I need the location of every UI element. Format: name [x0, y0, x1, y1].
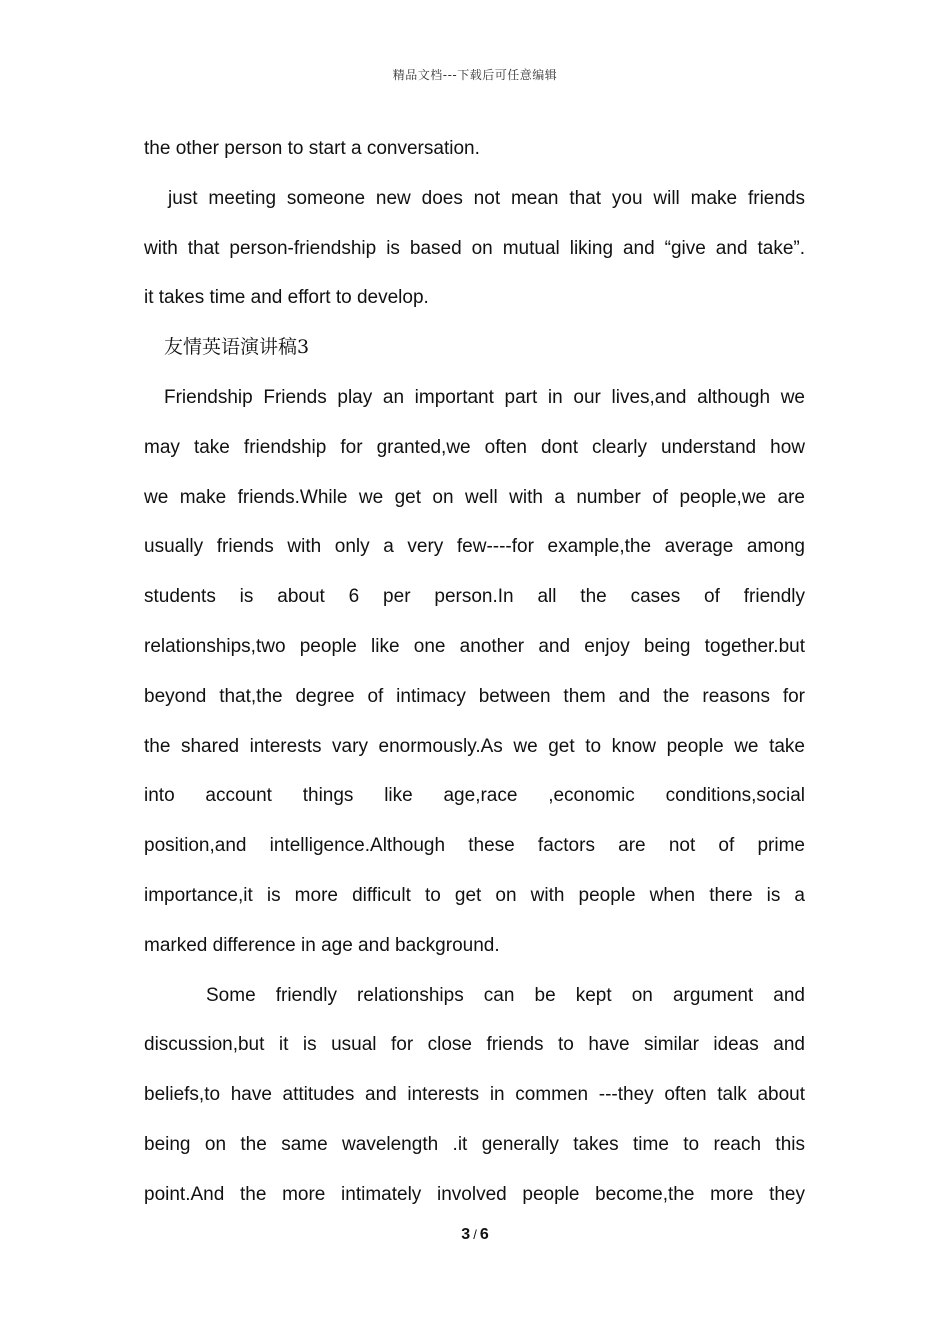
text-line: discussion,but it is usual for close friends to have similar ideas and — [144, 1034, 805, 1056]
text-line: just meeting someone new does not mean that you will make friends — [168, 187, 805, 209]
text-line: Some friendly relationships can be kept on argument and — [206, 984, 805, 1006]
text-line: position,and intelligence.Although these factors are not of prime — [144, 835, 805, 857]
text-line: importance,it is more difficult to get on with people when there is a — [144, 884, 805, 906]
text-line: with that person-friendship is based on mutual liking and “give and take”. — [144, 237, 805, 259]
text-line: students is about 6 per person.In all the cases of friendly — [144, 586, 805, 608]
text-line: it takes time and effort to develop. — [144, 287, 429, 309]
text-line: beyond that,the degree of intimacy between them and the reasons for — [144, 685, 805, 707]
text-line: Friendship Friends play an important part in our lives,and although we — [164, 386, 805, 408]
text-line: being on the same wavelength .it generally takes time to reach this — [144, 1133, 805, 1155]
section-heading: 友情英语演讲稿3 — [164, 336, 310, 359]
page-header: 精品文档---下载后可任意编辑 — [392, 68, 558, 82]
text-line: beliefs,to have attitudes and interests in commen ---they often talk about — [144, 1084, 805, 1106]
text-line: relationships,two people like one another and enjoy being together.but — [144, 635, 805, 657]
text-line: we make friends.While we get on well with a number of people,we are — [144, 486, 805, 508]
text-line: marked difference in age and background. — [144, 934, 500, 956]
text-line: the other person to start a conversation. — [144, 138, 480, 159]
text-line: point.And the more intimately involved people become,the more they — [144, 1183, 805, 1205]
document-body — [144, 124, 805, 1220]
page-separator: / — [473, 1227, 477, 1242]
text-line: the shared interests vary enormously.As we get to know people we take — [144, 735, 805, 757]
text-line: into account things like age,race ,economic conditions,social — [144, 785, 805, 807]
page-number — [0, 1226, 950, 1244]
text-line: may take friendship for granted,we often dont clearly understand how — [144, 436, 805, 458]
text-line: usually friends with only a very few----for example,the average among — [144, 536, 805, 558]
current-page: 3 — [461, 1226, 471, 1243]
total-pages: 6 — [479, 1226, 489, 1243]
